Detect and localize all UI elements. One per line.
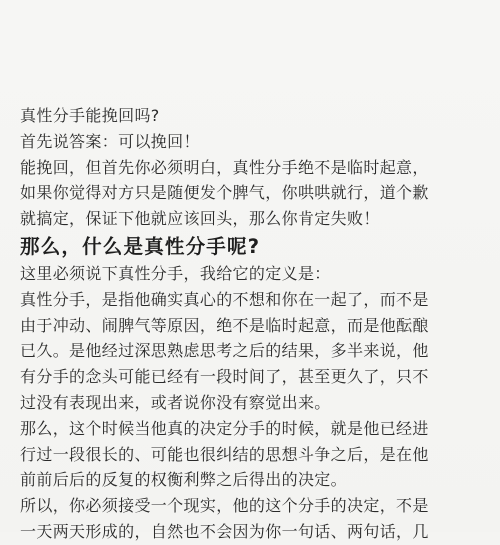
paragraph-line: 前前后后的反复的权衡利弊之后得出的决定。 bbox=[20, 470, 348, 490]
paragraph-line: 一天两天形成的，自然也不会因为你一句话、两句话，几 bbox=[20, 521, 429, 541]
paragraph-line: 过没有表现出来，或者说你没有察觉出来。 bbox=[20, 392, 331, 412]
paragraph-line: 所以，你必须接受一个现实，他的这个分手的决定，不是 bbox=[20, 496, 429, 516]
article-body bbox=[20, 103, 482, 545]
paragraph-line: 能挽回，但首先你必须明白，真性分手绝不是临时起意， bbox=[20, 157, 429, 177]
paragraph-line: 就搞定，保证下他就应该回头，那么你肯定失败！ bbox=[20, 209, 380, 229]
paragraph-line: 由于冲动、闹脾气等原因，绝不是临时起意，而是他酝酿 bbox=[20, 315, 429, 335]
section-heading: 那么，什么是真性分手呢? bbox=[20, 234, 261, 258]
paragraph-line: 真性分手，是指他确实真心的不想和你在一起了，而不是 bbox=[20, 289, 429, 309]
question-line: 真性分手能挽回吗? bbox=[20, 106, 160, 125]
paragraph-line: 已久。是他经过深思熟虑思考之后的结果，多半来说，他 bbox=[20, 341, 429, 361]
paragraph-line: 行过一段很长的、可能也很纠结的思想斗争之后，是在他 bbox=[20, 444, 429, 464]
answer-line: 首先说答案：可以挽回！ bbox=[20, 131, 200, 151]
paragraph-line: 那么，这个时候当他真的决定分手的时候，就是他已经进 bbox=[20, 418, 429, 438]
paragraph-line: 这里必须说下真性分手，我给它的定义是： bbox=[20, 263, 331, 283]
paragraph-line: 如果你觉得对方只是随便发个脾气，你哄哄就行，道个歉 bbox=[20, 183, 429, 203]
paragraph-line: 有分手的念头可能已经有一段时间了，甚至更久了，只不 bbox=[20, 367, 429, 387]
